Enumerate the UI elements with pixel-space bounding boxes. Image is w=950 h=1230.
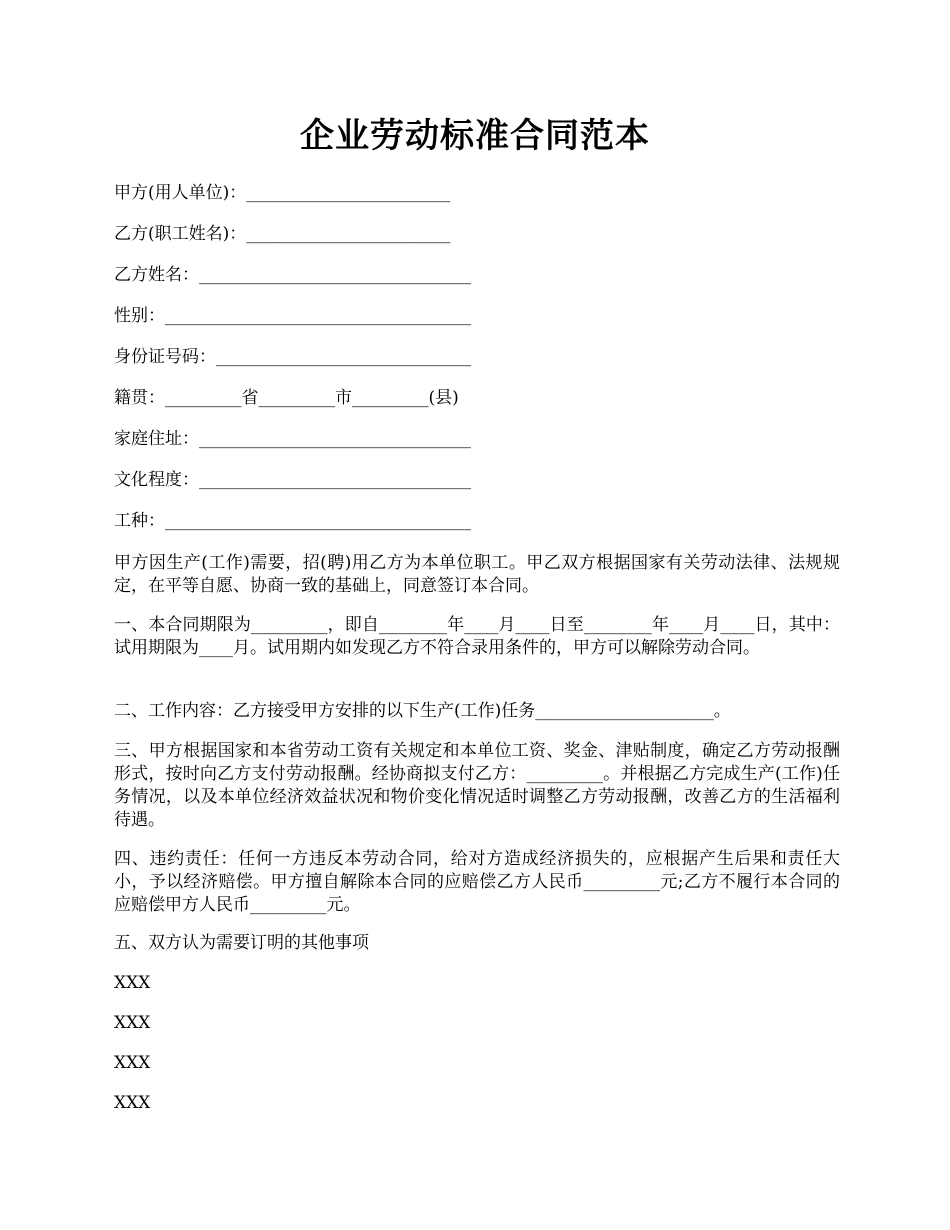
- field-gender: 性别：____________________________________: [114, 306, 471, 326]
- paragraph-liability: 四、违约责任：任何一方违反本劳动合同，给对方造成经济损失的，应根据产生后果和责任大小，予以经济赔偿。甲方擅自解除本合同的应赔偿乙方人民币_________元;乙方不履行本合同的应赔偿甲方人民币_________元。: [114, 849, 840, 915]
- field-native-place: 籍贯：_________省_________市_________(县): [114, 388, 459, 408]
- document-title: 企业劳动标准合同范本: [300, 116, 650, 156]
- list-item: XXX: [114, 973, 151, 993]
- field-job-type: 工种：____________________________________: [114, 511, 471, 531]
- field-employer: 甲方(用人单位)：________________________: [114, 183, 451, 203]
- field-education: 文化程度：________________________________: [114, 470, 471, 490]
- field-employee: 乙方(职工姓名)：________________________: [114, 224, 451, 244]
- list-item: XXX: [114, 1093, 151, 1113]
- paragraph-other-matters: 五、双方认为需要订明的其他事项: [114, 933, 369, 953]
- paragraph-term: 一、本合同期限为_________，即自________年____月____日至________年____月____日，其中：试用期限为____月。试用期内如发现乙方不符合录用条件的，甲方可以解除劳动合同。: [114, 615, 840, 658]
- paragraph-work-content: 二、工作内容：乙方接受甲方安排的以下生产(工作)任务_____________________。: [114, 701, 731, 721]
- list-item: XXX: [114, 1053, 151, 1073]
- field-id-number: 身份证号码：______________________________: [114, 347, 471, 367]
- field-address: 家庭住址：________________________________: [114, 429, 471, 449]
- paragraph-remuneration: 三、甲方根据国家和本省劳动工资有关规定和本单位工资、奖金、津贴制度，确定乙方劳动报酬形式，按时向乙方支付劳动报酬。经协商拟支付乙方：_________。并根据乙方完成生产(工作)任务情况，以及本单位经济效益状况和物价变化情况适时调整乙方劳动报酬，改善乙方的生活福利待遇。: [114, 741, 840, 830]
- list-item: XXX: [114, 1013, 151, 1033]
- field-name: 乙方姓名：________________________________: [114, 265, 471, 285]
- paragraph-intro: 甲方因生产(工作)需要，招(聘)用乙方为本单位职工。甲乙双方根据国家有关劳动法律、法规规定，在平等自愿、协商一致的基础上，同意签订本合同。: [114, 553, 840, 596]
